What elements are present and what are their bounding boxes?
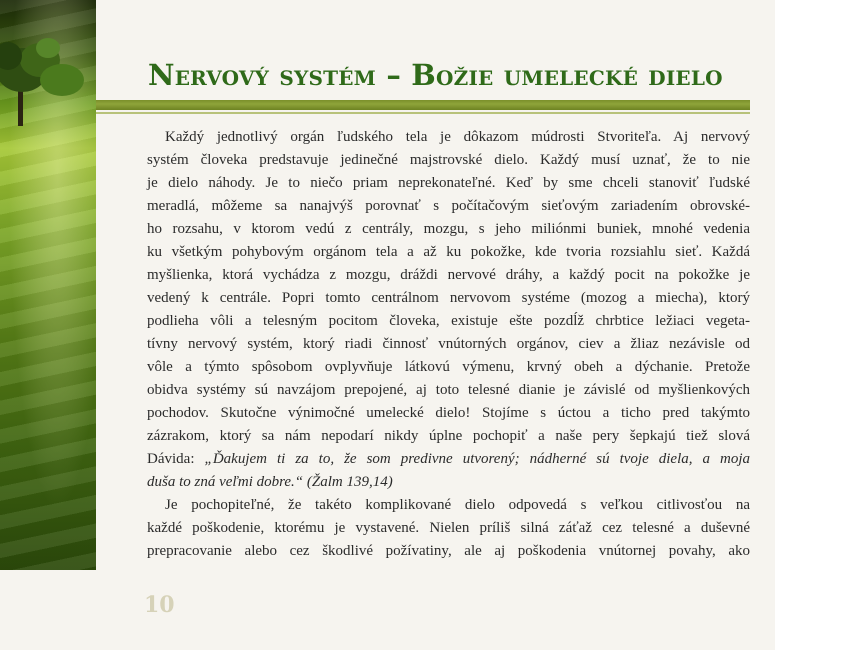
text-line-quote [147, 448, 750, 471]
title-divider-thin [96, 112, 750, 114]
text-line: zázrakom, ktorý sa nám nepodarí nikdy úplne pochopiť a naše pery šepkajú tiež slová [147, 428, 750, 444]
title-divider [96, 100, 750, 110]
psalm-quote: „Ďakujem ti za to, že som predivne utvorený; nádherné sú tvoje diela, a moja [204, 451, 751, 467]
text-line-start: Dávida: [147, 451, 205, 467]
text-line: tívny nervový systém, ktorý riadi činnosť vnútorných orgánov, ciev a žliaz nezávisle od [147, 336, 750, 352]
text-line: vôle a týmto spôsobom ovplyvňuje látkovú výmenu, krvný obeh a dýchanie. Pretože [147, 359, 750, 375]
text-line: meradlá, môžeme sa nanajvýš porovnať s počítačovým sieťovým zariadením obrovské- [147, 198, 750, 214]
text-line: prepracovanie alebo cez škodlivé požívatiny, ale aj poškodenia vnútornej povahy, ako [147, 543, 750, 559]
text-line: obidva systémy sú navzájom prepojené, aj toto telesné dianie je závislé od myšlienkových [147, 382, 750, 398]
text-line: Každý jednotlivý orgán ľudského tela je dôkazom múdrosti Stvoriteľa. Aj nervový [165, 129, 750, 145]
text-line: vedený k centrále. Popri tomto centrálnom nervovom systéme (mozog a miecha), ktorý [147, 290, 750, 306]
text-line: myšlienka, ktorá vychádza z mozgu, dráždi nervové dráhy, a každý pocit na pokožke je [147, 267, 750, 283]
page-title: Nervový systém – Božie umelecké dielo [148, 58, 723, 92]
text-line: je dielo náhody. Je to niečo priam neprekonateľné. Keď by sme chceli stanoviť ľudské [147, 175, 750, 191]
text-line: podlieha vôli a telesným pocitom človeka, existuje ešte pozdĺž chrbtice ležiaci vegeta- [147, 313, 750, 329]
text-line: ku všetkým pohybovým orgánom tela a až ku pokožke, kde tvoria rozsiahlu sieť. Každá [147, 244, 750, 260]
text-line: systém človeka predstavuje jedinečné majstrovské dielo. Každý musí uznať, že to nie [147, 152, 750, 168]
psalm-quote-end: duša to zná veľmi dobre.“ (Žalm 139,14) [147, 474, 393, 490]
page-number: 10 [144, 592, 175, 618]
text-line: ho rozsahu, v ktorom vedú z centrály, mozgu, s jeho miliónmi buniek, mnohé vedenia [147, 221, 750, 237]
article-body [147, 126, 750, 563]
text-line: Je pochopiteľné, že takéto komplikované dielo odpovedá s veľkou citlivosťou na [165, 497, 750, 513]
text-line: pochodov. Skutočne výnimočné umelecké dielo! Stojíme s úctou a ticho pred takýmto [147, 405, 750, 421]
tree-illustration [0, 18, 96, 148]
title-bar [96, 50, 753, 94]
landscape-photo [0, 0, 96, 570]
text-line: každé poškodenie, ktorému je vystavené. Nielen príliš silná záťaž cez telesné a duševné [147, 520, 750, 536]
